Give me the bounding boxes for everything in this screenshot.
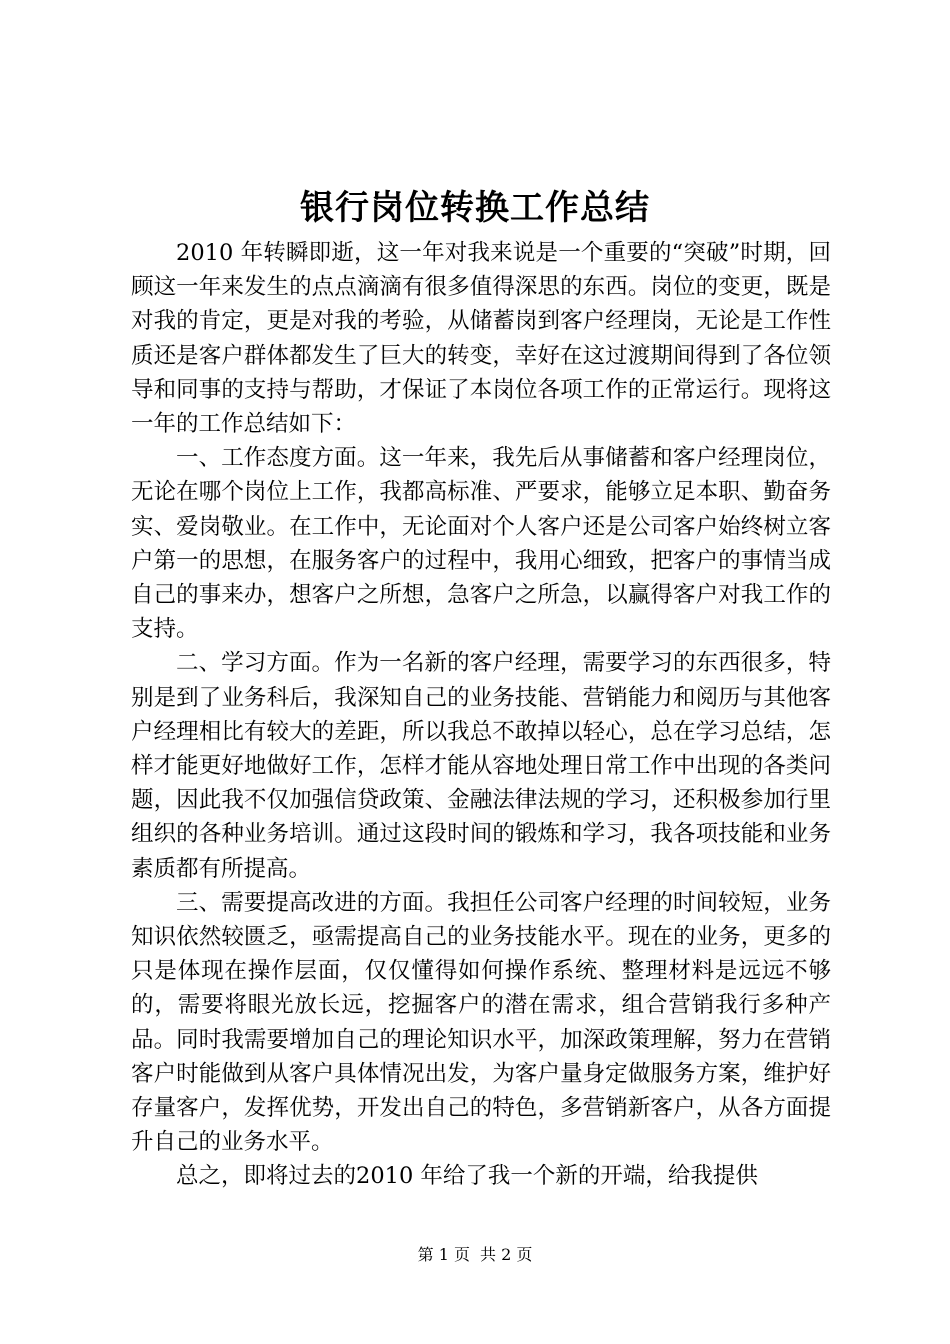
document-title: 银行岗位转换工作总结	[300, 188, 650, 228]
paragraph-improvement: 三、需要提高改进的方面。我担任公司客户经理的时间较短，业务知识依然较匮乏，亟需提高自己的业务技能水平。现在的业务，更多的只是体现在操作层面，仅仅懂得如何操作系统、整理材料是远远不够的，需要将眼光放长远，挖掘客户的潜在需求，组合营销我行多种产品。同时我需要增加自己的理论知识水平，加深政策理解，努力在营销客户时能做到从客户具体情况出发，为客户量身定做服务方案，维护好存量客户，发挥优势，开发出自己的特色，多营销新客户，从各方面提升自己的业务水平。	[131, 889, 831, 1156]
paragraph-intro: 2010 年转瞬即逝，这一年对我来说是一个重要的“突破”时期，回顾这一年来发生的点点滴滴有很多值得深思的东西。岗位的变更，既是对我的肯定，更是对我的考验，从储蓄岗到客户经理岗，无论是工作性质还是客户群体都发生了巨大的转变，幸好在这过渡期间得到了各位领导和同事的支持与帮助，才保证了本岗位各项工作的正常运行。现将这一年的工作总结如下：	[131, 240, 831, 438]
paragraph-work-attitude: 一、工作态度方面。这一年来，我先后从事储蓄和客户经理岗位，无论在哪个岗位上工作，我都高标准、严要求，能够立足本职、勤奋务实、爱岗敬业。在工作中，无论面对个人客户还是公司客户始终树立客户第一的思想，在服务客户的过程中，我用心细致，把客户的事情当成自己的事来办，想客户之所想，急客户之所急，以赢得客户对我工作的支持。	[131, 445, 831, 643]
page-total: 共 2 页	[480, 1245, 533, 1264]
page-number: 第 1 页	[417, 1245, 470, 1264]
paragraph-conclusion: 总之，即将过去的2010 年给了我一个新的开端，给我提供	[176, 1163, 758, 1190]
document-body	[131, 236, 831, 1194]
page-footer	[0, 1244, 950, 1266]
paragraph-learning: 二、学习方面。作为一名新的客户经理，需要学习的东西很多，特别是到了业务科后，我深知自己的业务技能、营销能力和阅历与其他客户经理相比有较大的差距，所以我总不敢掉以轻心，总在学习总结，怎样才能更好地做好工作，怎样才能从容地处理日常工作中出现的各类问题，因此我不仅加强信贷政策、金融法律法规的学习，还积极参加行里组织的各种业务培训。通过这段时间的锻炼和学习，我各项技能和业务素质都有所提高。	[131, 650, 831, 882]
